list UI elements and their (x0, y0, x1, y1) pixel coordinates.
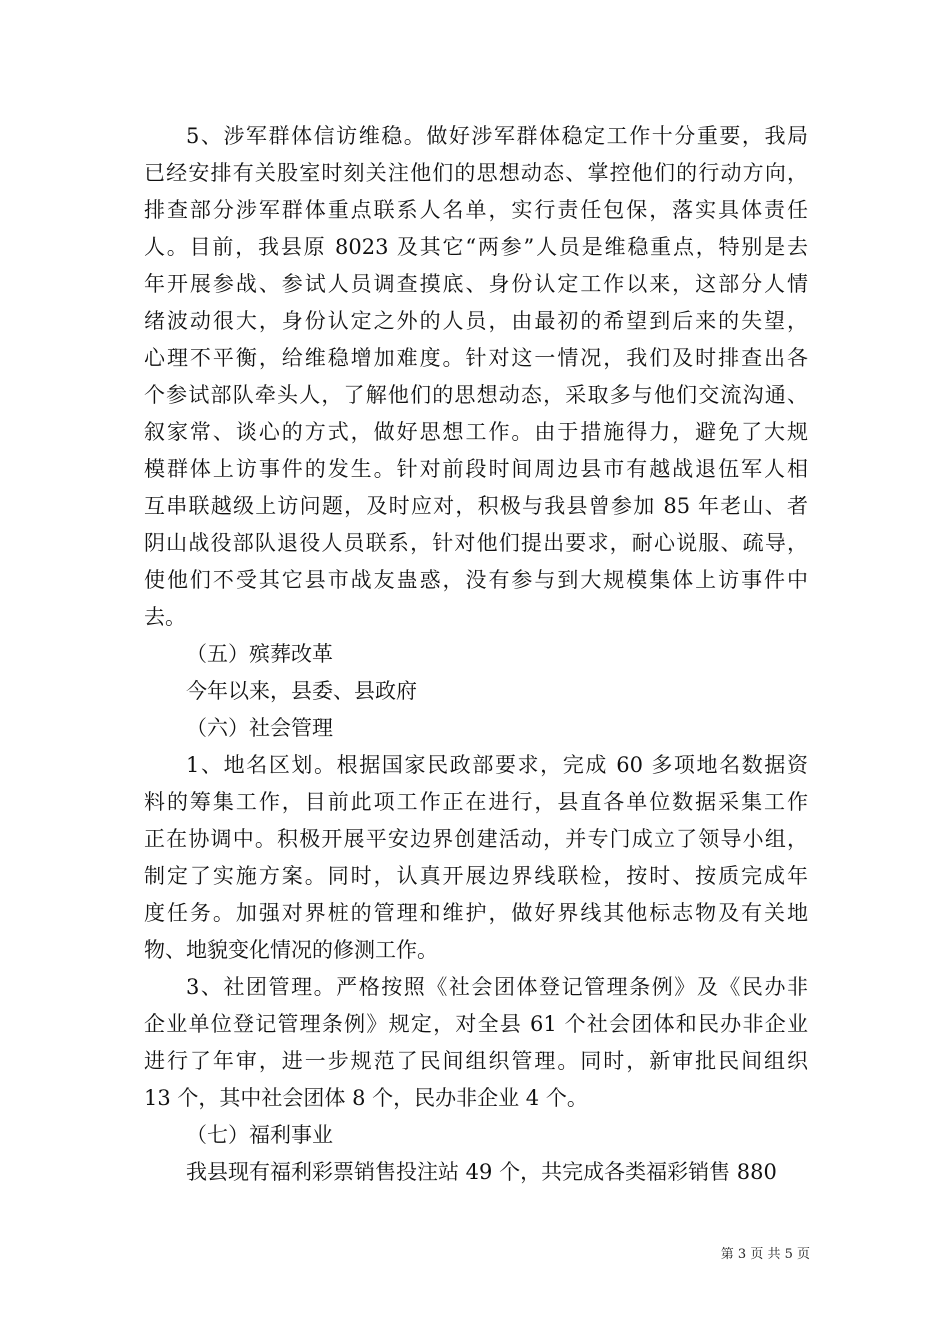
text-line: （五）殡葬改革 (186, 642, 333, 666)
text-line: 料的筹集工作，目前此项工作正在进行，县直各单位数据采集工作 (144, 790, 808, 814)
text-line: 企业单位登记管理条例》规定，对全县 61 个社会团体和民办非企业 (144, 1012, 808, 1036)
section-heading (144, 710, 808, 747)
text-line: 个参试部队牵头人，了解他们的思想动态，采取多与他们交流沟通、 (144, 383, 808, 407)
text-line: 进行了年审，进一步规范了民间组织管理。同时，新审批民间组织 (144, 1049, 808, 1073)
paragraph (144, 673, 808, 710)
text-line: 5、涉军群体信访维稳。做好涉军群体稳定工作十分重要，我局 (186, 124, 808, 148)
text-line: （七）福利事业 (186, 1123, 333, 1147)
text-line: 正在协调中。积极开展平安边界创建活动，并专门成立了领导小组， (144, 827, 808, 851)
section-heading (144, 636, 808, 673)
text-line: 去。 (144, 605, 186, 629)
text-line: 13 个，其中社会团体 8 个，民办非企业 4 个。 (144, 1086, 588, 1110)
text-line: 物、地貌变化情况的修测工作。 (144, 938, 438, 962)
text-line: 今年以来，县委、县政府 (186, 679, 417, 703)
text-line: 模群体上访事件的发生。针对前段时间周边县市有越战退伍军人相 (144, 457, 808, 481)
text-line: 1、地名区划。根据国家民政部要求，完成 60 多项地名数据资 (186, 753, 808, 777)
text-line: 3、社团管理。严格按照《社会团体登记管理条例》及《民办非 (186, 975, 808, 999)
text-line: 制定了实施方案。同时，认真开展边界线联检，按时、按质完成年 (144, 864, 808, 888)
document-body (144, 118, 808, 1191)
text-line: 心理不平衡，给维稳增加难度。针对这一情况，我们及时排查出各 (144, 346, 808, 370)
text-line: 叙家常、谈心的方式，做好思想工作。由于措施得力，避免了大规 (144, 420, 808, 444)
text-line: 已经安排有关股室时刻关注他们的思想动态、掌控他们的行动方向， (144, 161, 808, 185)
text-line: 使他们不受其它县市战友蛊惑，没有参与到大规模集体上访事件中 (144, 568, 808, 592)
text-line: 度任务。加强对界桩的管理和维护，做好界线其他标志物及有关地 (144, 901, 808, 925)
section-heading (144, 1117, 808, 1154)
paragraph (144, 969, 808, 1117)
text-line: （六）社会管理 (186, 716, 333, 740)
paragraph (144, 747, 808, 969)
text-line: 我县现有福利彩票销售投注站 49 个，共完成各类福彩销售 880 (186, 1160, 777, 1184)
paragraph (144, 118, 808, 636)
text-line: 排查部分涉军群体重点联系人名单，实行责任包保，落实具体责任 (144, 198, 808, 222)
page-number-footer: 第 3 页 共 5 页 (720, 1247, 810, 1262)
text-line: 绪波动很大，身份认定之外的人员，由最初的希望到后来的失望， (144, 309, 808, 333)
text-line: 互串联越级上访问题，及时应对，积极与我县曾参加 85 年老山、者 (144, 494, 808, 518)
text-line: 人。目前，我县原 8023 及其它“两参”人员是维稳重点，特别是去 (144, 235, 808, 259)
text-line: 年开展参战、参试人员调查摸底、身份认定工作以来，这部分人情 (144, 272, 808, 296)
paragraph (144, 1154, 808, 1191)
text-line: 阴山战役部队退役人员联系，针对他们提出要求，耐心说服、疏导， (144, 531, 808, 555)
